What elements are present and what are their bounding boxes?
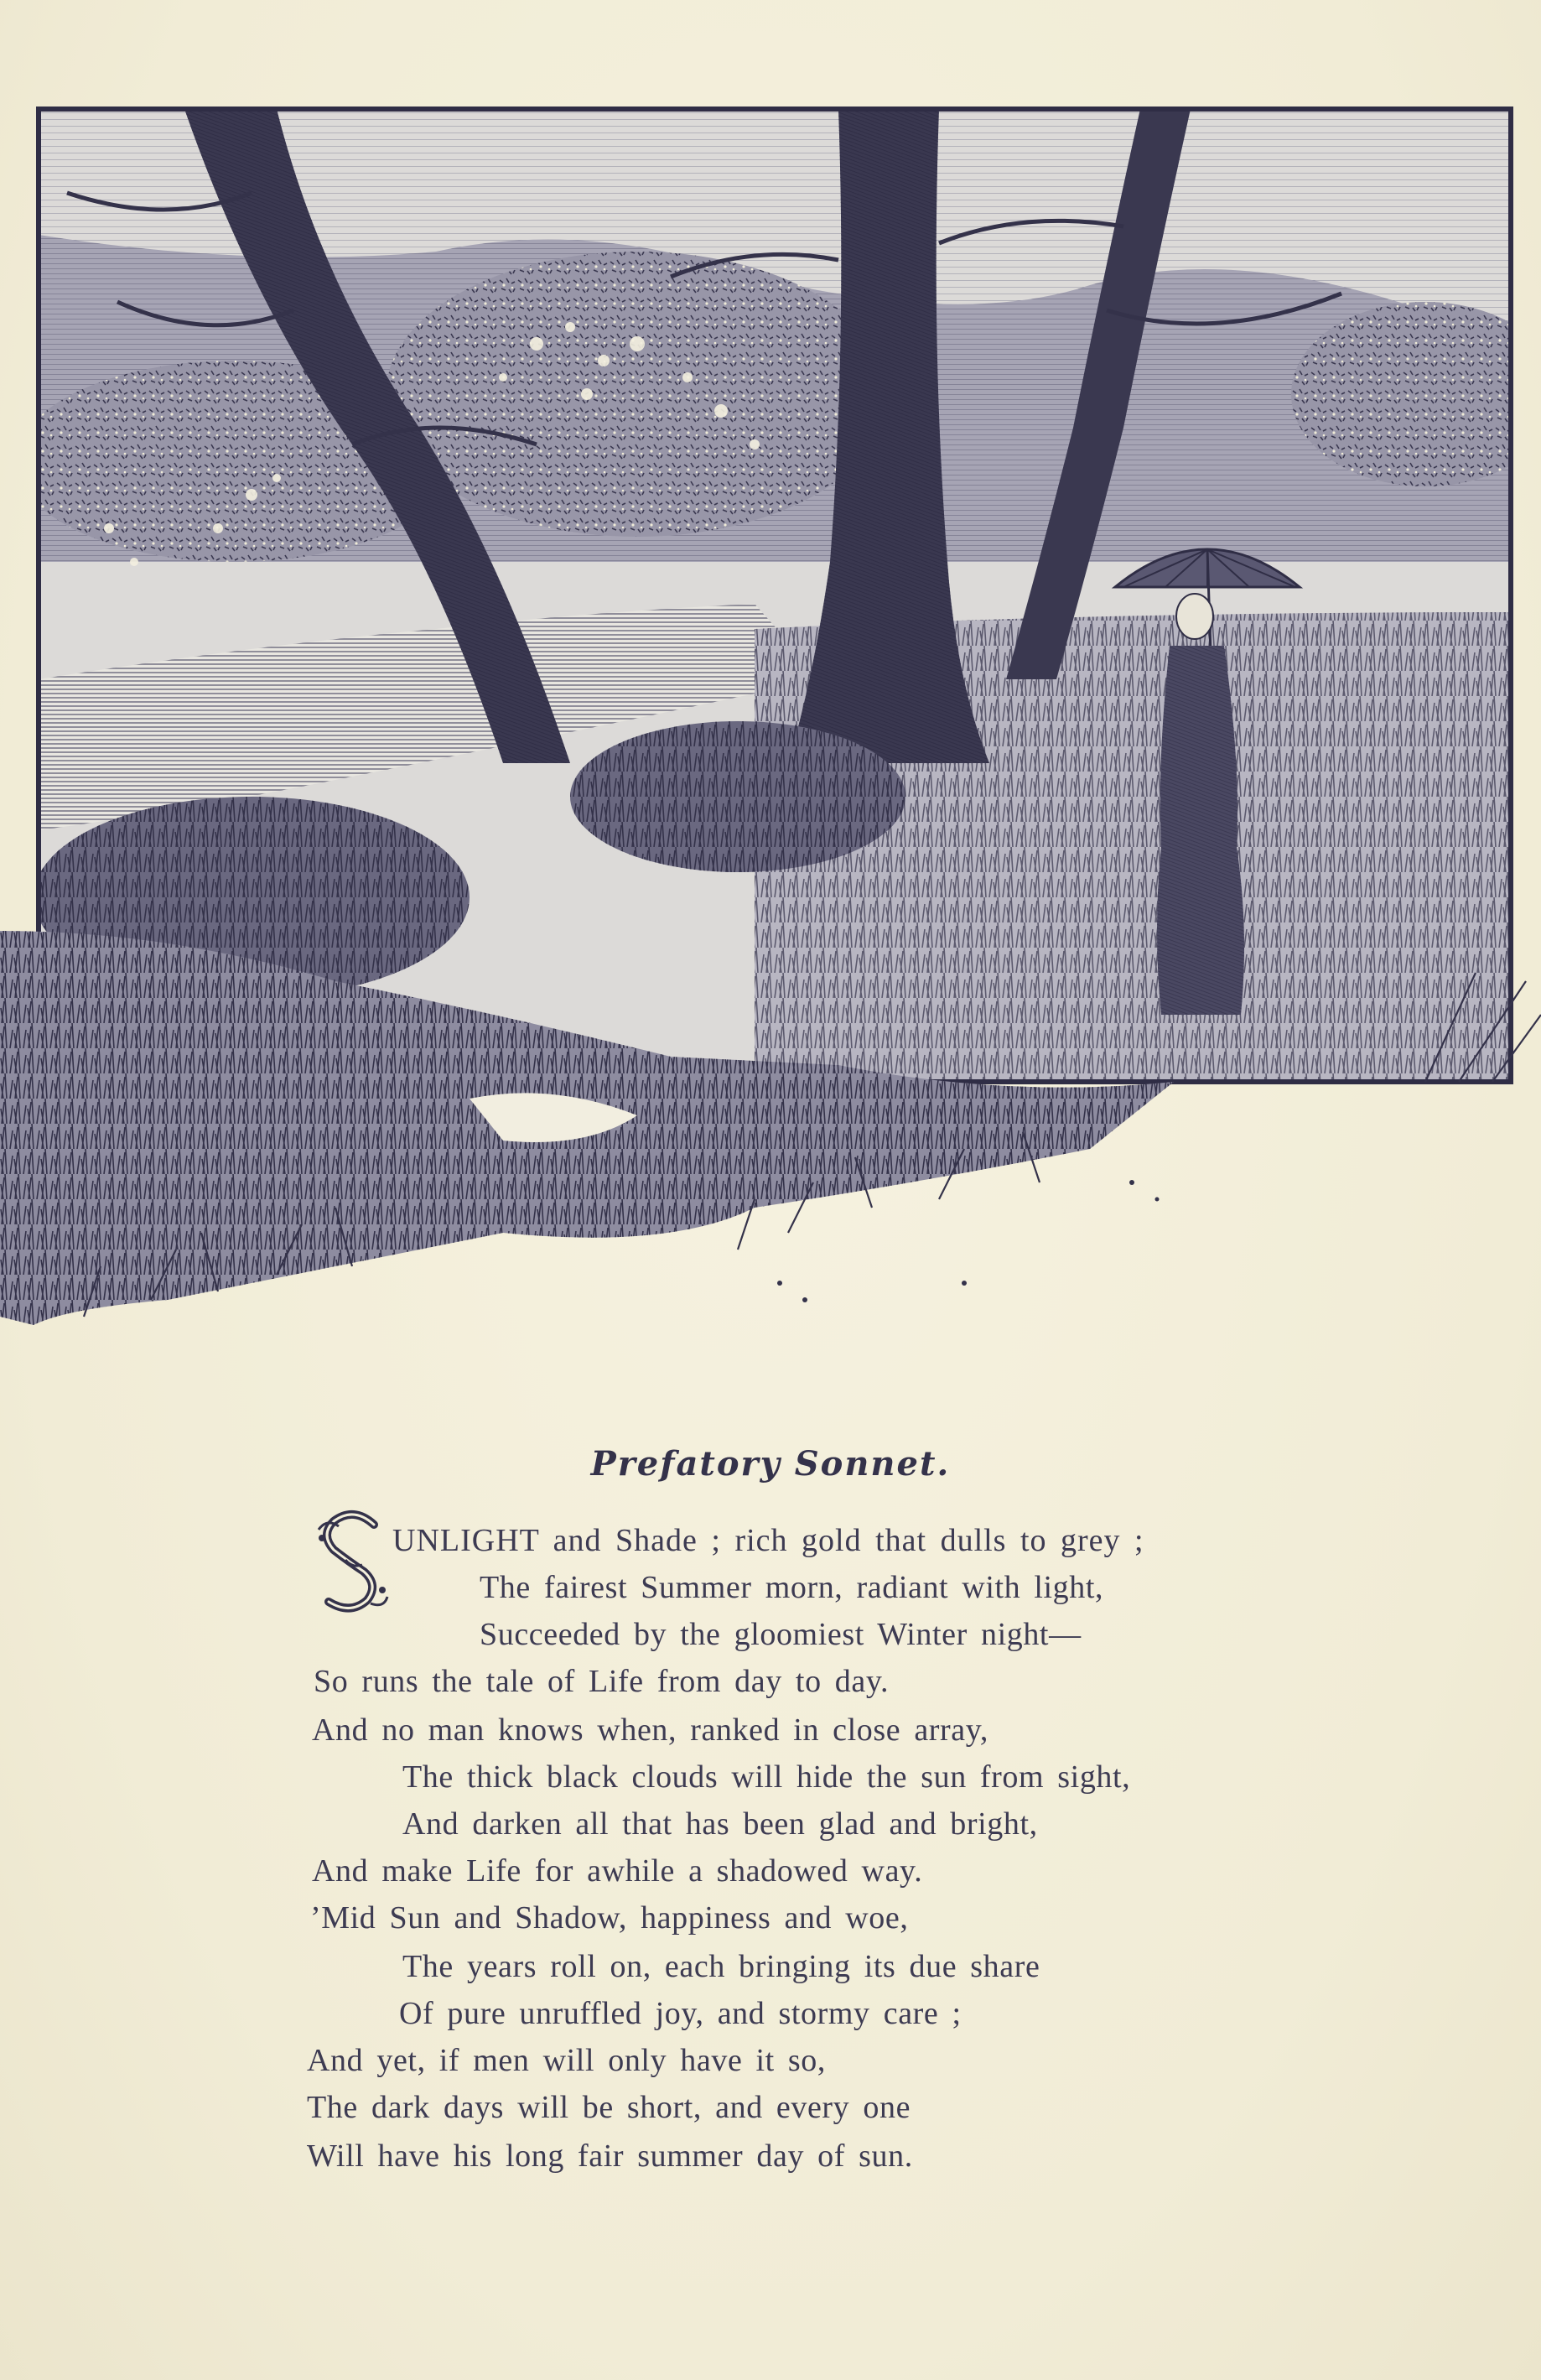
poem-line-13: The dark days will be short, and every one [307, 2090, 911, 2125]
poem-line-11: Of pure unruffled joy, and stormy care ; [399, 1996, 962, 2031]
ornamental-drop-cap [315, 1510, 392, 1617]
poem-line-9: ’Mid Sun and Shadow, happiness and woe, [310, 1900, 909, 1936]
poem-line-12: And yet, if men will only have it so, [307, 2043, 827, 2078]
poem-line-2: The fairest Summer morn, radiant with light, [480, 1570, 1104, 1605]
poem-line-1: UNLIGHT and Shade ; rich gold that dulls to grey ; [392, 1523, 1144, 1558]
poem-line-6: The thick black clouds will hide the sun from sight, [402, 1759, 1131, 1795]
poem-line-4: So runs the tale of Life from day to day. [314, 1664, 890, 1699]
poem-line-5: And no man knows when, ranked in close array, [312, 1712, 989, 1748]
poem-line-7: And darken all that has been glad and bright, [402, 1806, 1038, 1842]
engraving-landscape-illustration [0, 92, 1541, 1333]
sonnet-title: Prefatory Sonnet. [590, 1444, 951, 1484]
poem-line-8: And make Life for awhile a shadowed way. [312, 1853, 923, 1889]
poem-line-10: The years roll on, each bringing its due share [402, 1949, 1040, 1984]
poem-line-3: Succeeded by the gloomiest Winter night— [480, 1617, 1082, 1652]
drop-cap-s-icon [315, 1510, 392, 1617]
poem-line-14: Will have his long fair summer day of sun. [307, 2138, 913, 2174]
engraving-svg [0, 92, 1541, 1333]
